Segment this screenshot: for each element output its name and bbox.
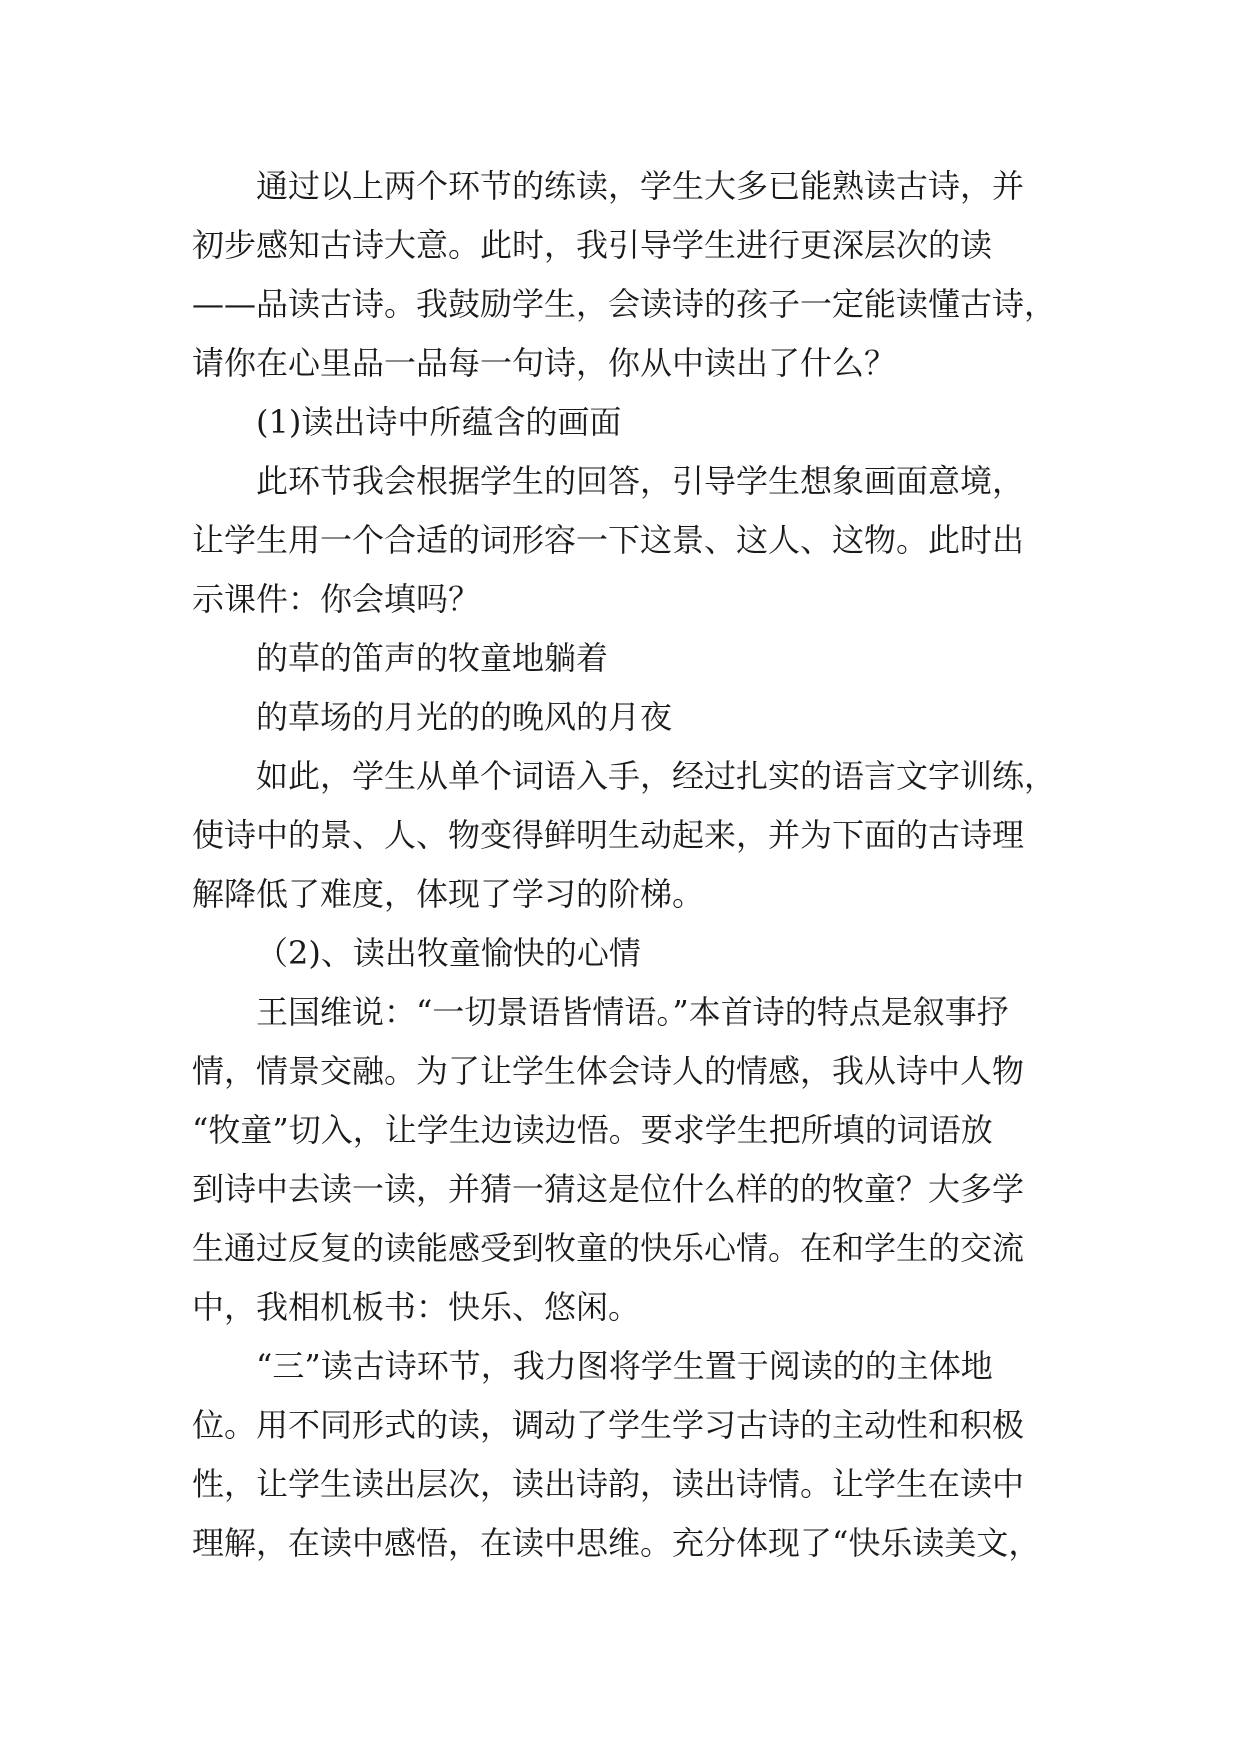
paragraph-line: 使诗中的景、人、物变得鲜明生动起来，并为下面的古诗理	[192, 816, 1025, 854]
paragraph-line: “三”读古诗环节，我力图将学生置于阅读的的主体地	[256, 1347, 993, 1385]
paragraph-line: 解降低了难度，体现了学习的阶梯。	[192, 875, 705, 913]
paragraph-line: 请你在心里品一品每一句诗，你从中读出了什么？	[192, 344, 897, 382]
paragraph-line: “牧童”切入，让学生边读边悟。要求学生把所填的词语放	[192, 1111, 993, 1149]
paragraph-line: 中，我相机板书：快乐、悠闲。	[192, 1288, 641, 1326]
paragraph-line: 示课件：你会填吗？	[192, 580, 481, 618]
paragraph-line: 此环节我会根据学生的回答，引导学生想象画面意境，	[256, 462, 1025, 500]
paragraph-line: 如此，学生从单个词语入手，经过扎实的语言文字训练，	[256, 757, 1057, 795]
paragraph-line: 情，情景交融。为了让学生体会诗人的情感，我从诗中人物	[192, 1052, 1025, 1090]
paragraph-line: 位。用不同形式的读，调动了学生学习古诗的主动性和积极	[192, 1406, 1025, 1444]
section-heading: (1)读出诗中所蕴含的画面	[256, 403, 622, 441]
paragraph-line: 王国维说：“一切景语皆情语。”本首诗的特点是叙事抒	[256, 993, 1009, 1031]
paragraph-line: 生通过反复的读能感受到牧童的快乐心情。在和学生的交流	[192, 1229, 1025, 1267]
paragraph-line: ——品读古诗。我鼓励学生，会读诗的孩子一定能读懂古诗，	[192, 285, 1057, 323]
fill-in-line: 的草场的月光的的晚风的月夜	[256, 698, 673, 736]
paragraph-line: 初步感知古诗大意。此时，我引导学生进行更深层次的读	[192, 226, 993, 264]
paragraph-line: 到诗中去读一读，并猜一猜这是位什么样的的牧童？大多学	[192, 1170, 1025, 1208]
paragraph-line: 通过以上两个环节的练读，学生大多已能熟读古诗，并	[256, 167, 1025, 205]
section-heading: （2)、读出牧童愉快的心情	[256, 934, 641, 972]
paragraph-line: 让学生用一个合适的词形容一下这景、这人、这物。此时出	[192, 521, 1025, 559]
paragraph-line: 理解，在读中感悟，在读中思维。充分体现了“快乐读美文，	[192, 1524, 1041, 1562]
paragraph-line: 性，让学生读出层次，读出诗韵，读出诗情。让学生在读中	[192, 1465, 1025, 1503]
fill-in-line: 的草的笛声的牧童地躺着	[256, 639, 609, 677]
